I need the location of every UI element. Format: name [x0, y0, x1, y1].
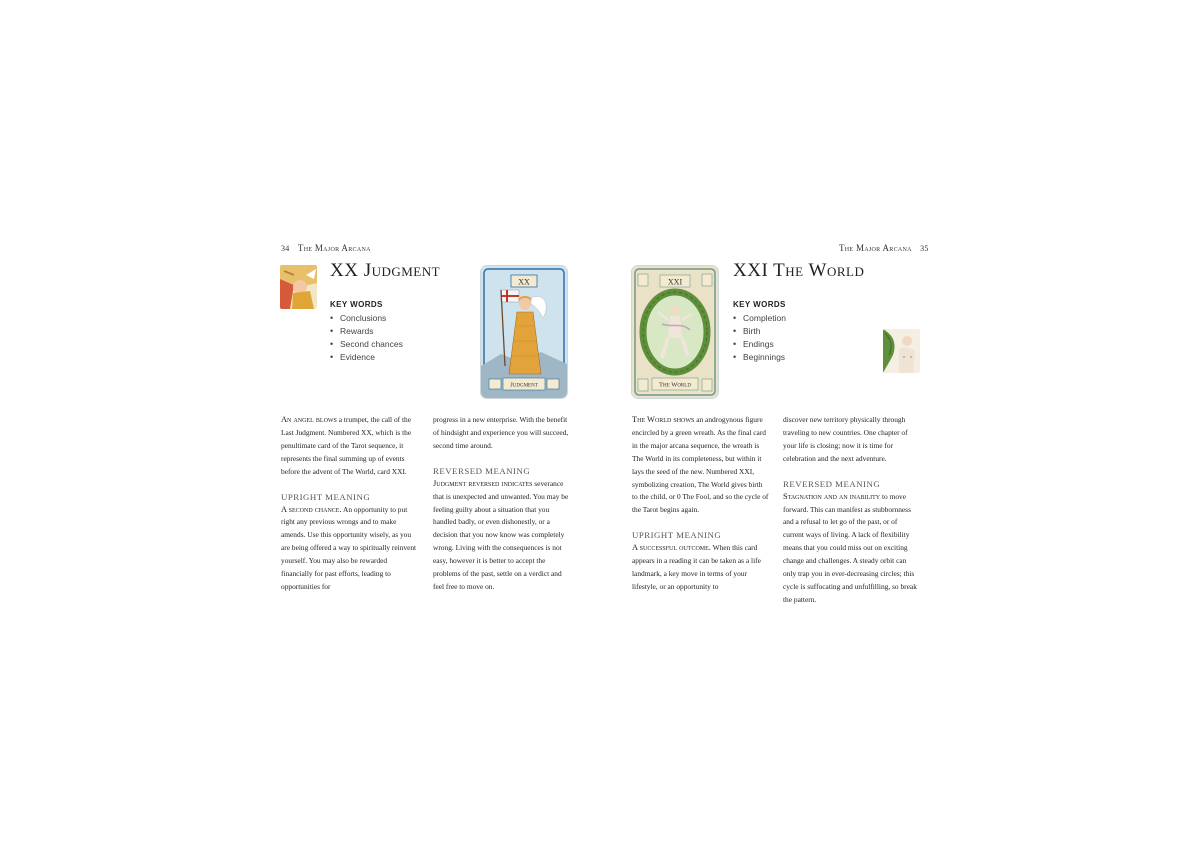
upright-meaning-heading: UPRIGHT MEANING — [632, 530, 722, 541]
left-running-head — [281, 243, 371, 253]
key-words-list — [733, 312, 786, 364]
judgment-tarot-card — [481, 266, 567, 398]
world-tarot-card — [632, 266, 718, 398]
key-word-item: • Beginnings — [733, 352, 786, 362]
card-title: XXI The World — [733, 260, 865, 281]
key-words-heading: KEY WORDS — [733, 300, 786, 309]
running-head-section: The Major Arcana — [297, 243, 371, 253]
running-head-section: The Major Arcana — [839, 243, 912, 253]
angel-thumbnail-image — [280, 265, 317, 309]
reversed-paragraph: Judgment reversed indicates severance that is unexpected and unwanted. You may be feeling guilty about a situation that you handled badly, or even dishonestly, or a decision that you now know was completely wrong. Living with the consequences is not easy, however it is better to accept the problems of the past, settle on a verdict and feel free to move on. — [433, 478, 569, 591]
upright-paragraph: A second chance. An opportunity to put right any previous wrongs and to make amends. Use this opportunity wisely, as you are being offered a way to spiritually reinvent yourself. You may also be rewarded financially for past efforts, leading to opportunities for — [281, 504, 417, 591]
world-figure-thumbnail-image — [883, 329, 920, 373]
page-number: 34 — [281, 244, 290, 253]
reversed-meaning-heading: REVERSED MEANING — [783, 478, 881, 489]
intro-paragraph: The World shows an androgynous figure encircled by a green wreath. As the final card in the major arcana sequence, the wreath is The World in its completeness, but within it lays the seed of the new. Numbered XXI, symbolizing creation, The World gives birth to the child, or 0 The Fool, and so the cycle of the Tarot begins again. — [632, 415, 769, 515]
intro-paragraph: An angel blows a trumpet, the call of the Last Judgment. Numbered XX, which is the penultimate card of the Tarot sequence, it represents the final summing up of events before the advent of The World, card XXI. — [281, 415, 412, 476]
reversed-paragraph: Stagnation and an inability to move forward. This can manifest as stubbornness and a refusal to let go of the past, or of current ways of living. A lack of flexibility means that you could miss out on exciting change and challenges. A steady orbit can only trap you in ever-decreasing circles; this cycle is suffocating and unfulfilling, so break the pattern. — [783, 491, 917, 604]
world-card-name: The World — [659, 381, 691, 389]
key-word-item: • Rewards — [330, 326, 374, 336]
key-word-item: • Second chances — [330, 339, 403, 349]
key-word-item: • Conclusions — [330, 313, 387, 323]
page-number: 35 — [920, 244, 929, 253]
upright-meaning-heading: UPRIGHT MEANING — [281, 491, 371, 502]
left-column-1 — [281, 414, 418, 594]
key-word-item: • Endings — [733, 339, 774, 349]
continued-paragraph: discover new territory physically through traveling to new countries. One chapter of your life is closing; now it is time for celebration and the next adventure. — [783, 415, 908, 463]
continued-paragraph: progress in a new enterprise. With the benefit of hindsight and experience you will succeed, second time around. — [433, 415, 569, 450]
judgment-card-name: Judgment — [510, 381, 538, 389]
upright-paragraph: A successful outcome. When this card appears in a reading it can be taken as a life landmark, a key move in terms of your lifestyle, or an opportunity to — [632, 543, 761, 591]
left-column-2 — [433, 414, 570, 594]
key-words-list — [330, 312, 403, 364]
world-card-numeral: XXI — [667, 277, 683, 287]
right-column-2 — [783, 414, 920, 607]
key-word-item: • Birth — [733, 326, 761, 336]
judgment-card-numeral: XX — [518, 277, 530, 287]
right-running-head — [839, 243, 929, 253]
right-column-1 — [632, 414, 769, 594]
key-word-item: • Evidence — [330, 352, 375, 362]
reversed-meaning-heading: REVERSED MEANING — [433, 465, 531, 476]
right-page — [600, 0, 1200, 855]
key-word-item: • Completion — [733, 313, 786, 323]
key-words-heading: KEY WORDS — [330, 300, 383, 309]
card-title: XX Judgment — [330, 260, 441, 281]
